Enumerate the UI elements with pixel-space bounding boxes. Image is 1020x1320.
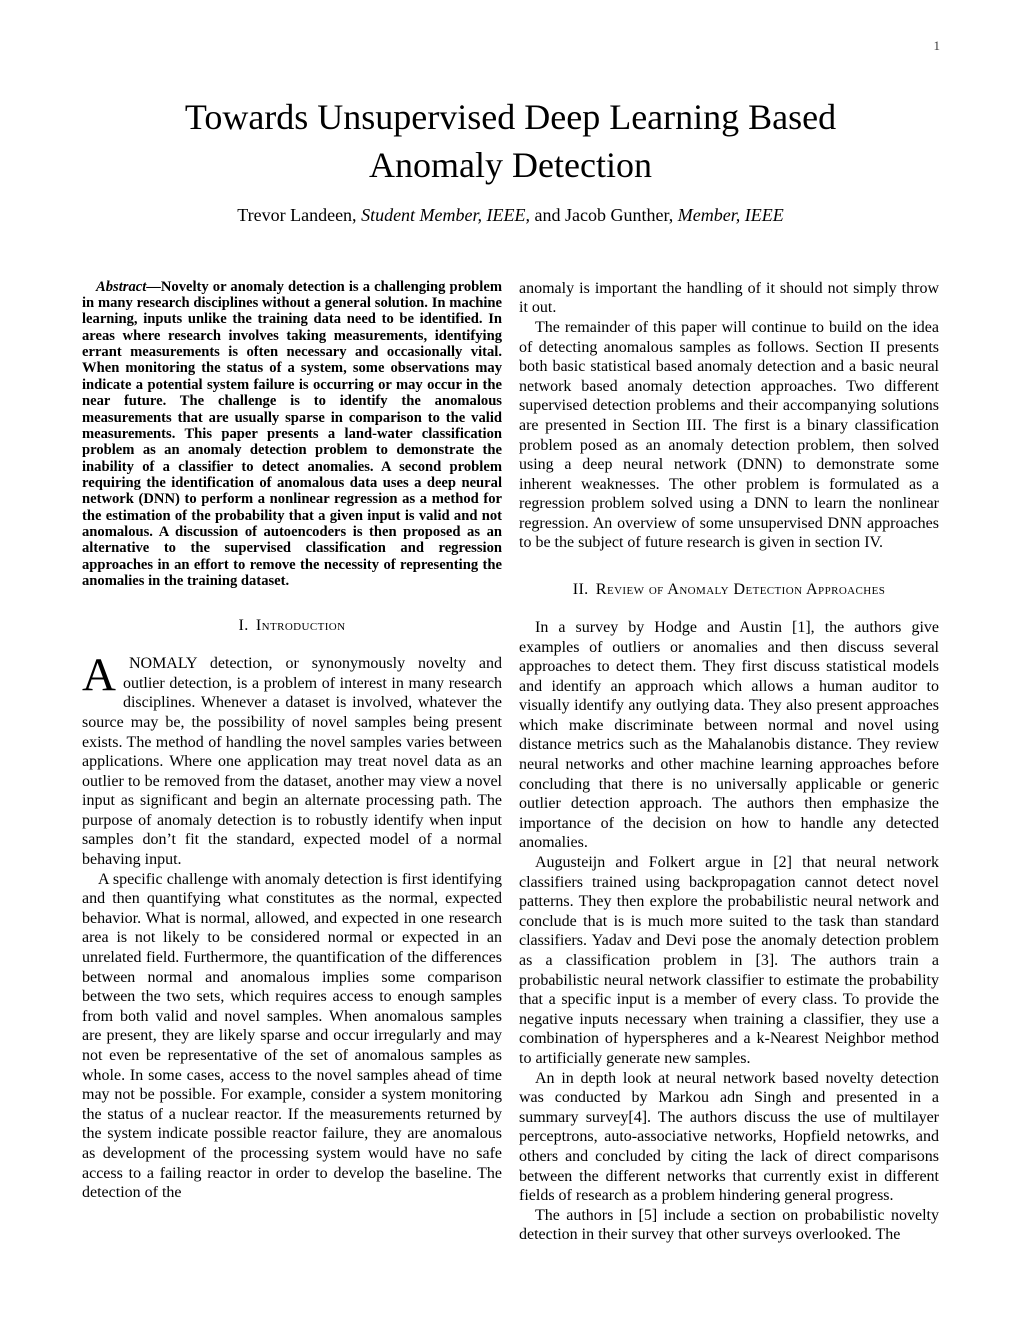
section-heading-introduction (82, 616, 502, 636)
intro-lead-word: NOMALY (128, 655, 197, 673)
intro-paragraph-2: A specific challenge with anomaly detection is first identifying and then quantifying what constitutes as the normal, expected behavior. What is normal, allowed, and expected in one research area is not likely to be considered normal or expected in an unrelated field. Furthermore, the quantification of the differences between normal and anomalous implies some comparison between the two sets, which requires access to enough samples from both valid and novel samples. When anomalous samples are present, they are likely sparse and occur irregularly and may not even be representative of the set of anomalous samples as whole. In some cases, access to the novel samples ahead of time may not be possible. For example, consider a system monitoring the status of a nuclear reactor. If the measurements returned by the system indicate possible reactor failure, they are anomalous as development of the processing system would have no safe access to a failing reactor in order to develop the baseline. The detection of the (82, 870, 502, 1202)
paper-title-line-2: Anomaly Detection (369, 144, 652, 185)
abstract-text: —Novelty or anomaly detection is a challenging problem in many research disciplines without a general solution. In machine learning, inputs unlike the training data need to be identified. In areas where research involves taking measurements, identifying errant measurements is often necessary and occasionally vital. When monitoring the status of a system, some observations may indicate a potential system failure is occurring or may occur in the near future. The challenge is to identify the anomalous measurements that are usually sparse in comparison to the valid measurements. This paper presents a land-water classification problem as an anomaly detection problem to demonstrate the inability of a classifier to detect anomalies. A second problem requiring the identification of anomalous data uses a deep neural network (DNN) to perform a nonlinear regression as a method for the estimation of the probability that a given input is valid and not anomalous. A discussion of autoencoders is then proposed as an alternative to the supervised classification and regression approaches in an effort to remove the necessity of representing the anomalies in the training dataset. (82, 278, 502, 589)
section-2-numeral: II. (572, 580, 589, 599)
intro-paragraph-2-continuation: anomaly is important the handling of it should not simply throw it out. (519, 279, 939, 317)
section-2-title: Review of Anomaly Detection Approaches (595, 580, 886, 599)
review-paragraph-1: In a survey by Hodge and Austin [1], the authors give examples of outliers or anomalies and then discuss several approaches to detect them. They first discuss statistical models and identify an approach which allows a human auditor to visually identify any outlying data. They also present approaches which make discriminate between normal and novel using distance metrics such as the Mahalanobis distance. They review neural networks and other machine learning approaches before concluding that there is no universally applicable or generic outlier detection approach. The authors then emphasize the importance of the decision on how to handle any detected anomalies. (519, 618, 939, 852)
left-column (82, 279, 502, 1245)
author-2-affiliation: Member, IEEE (677, 204, 784, 225)
review-paragraph-2: Augusteijn and Folkert argue in [2] that neural network classifiers trained using backpropagation cannot detect novel patterns. They then explore the probabilistic neural network and conclude that is is much more suited to the task than standard classifiers. Yadav and Devi pose the anomaly detection problem as a classification problem in [3]. The authors train a probabilistic neural network classifier to estimate the probability that a specific input is a member of every class. To provide the negative inputs necessary when training a classifier, they use a combination of hyperspheres and a k-Nearest Neighbor method to artificially generate new samples. (519, 854, 939, 1067)
intro-paragraph-1-text: detection, or synonymously novelty and outlier detection, is a problem of interest in many research disciplines. Whenever a dataset is involved, whatever the source may be, the possibility of novel samples being present exists. The method of handling the novel samples varies between applications. Where one application may treat novel data as an outlier to be removed from the dataset, another may view a novel input as significant and begin an alternate processing path. The purpose of anomaly detection is to robustly identify when input samples don’t fit the standard, expected model of a normal behaving input. (82, 655, 502, 869)
section-heading-review (519, 580, 939, 600)
paper-title (82, 94, 939, 190)
page-number: 1 (933, 38, 940, 53)
review-paragraph-3: An in depth look at neural network based novelty detection was conducted by Markou adn Singh and presented in a summary survey[4]. The authors discuss the use of multilayer perceptrons, auto-associative networks, Hopfield netowrks, and others and concluded by citing the lack of direct comparisons between the different networks that currently exist in different fields of research as a problem hindering general progress. (519, 1069, 939, 1205)
dropcap-letter: A (82, 649, 116, 702)
author-1-affiliation: Student Member, IEEE, (361, 204, 531, 225)
intro-paragraph-3: The remainder of this paper will continue to build on the idea of detecting anomalous samples as follows. Section II presents both basic statistical based anomaly detection and a basic neural network based anomaly detection approaches. Two different supervised detection problems and their accompanying solutions are presented in Section III. The first is a binary classification problem posed as an anomaly detection problem, then solved using a deep neural network (DNN) to demonstrate some inherent weaknesses. The other problem is formulated as a regression problem solved using a DNN to learn the nonlinear regression. An overview of some unsupervised DNN approaches to be the subject of future research is given in section IV. (519, 318, 939, 552)
author-connector: and Jacob Gunther, (530, 204, 678, 225)
author-byline (82, 205, 939, 226)
right-column (519, 279, 939, 1245)
paper-title-line-1: Towards Unsupervised Deep Learning Based (184, 97, 837, 137)
intro-paragraph-1 (82, 649, 502, 870)
abstract-label: Abstract (96, 278, 147, 295)
review-paragraph-4: The authors in [5] include a section on probabilistic novelty detection in their survey that other surveys overlooked. The (519, 1206, 939, 1244)
author-1-name: Trevor Landeen, (237, 204, 362, 225)
section-1-title: Introduction (255, 616, 346, 635)
abstract-paragraph (82, 279, 502, 590)
section-1-numeral: I. (238, 616, 249, 635)
two-column-body (82, 279, 939, 1245)
